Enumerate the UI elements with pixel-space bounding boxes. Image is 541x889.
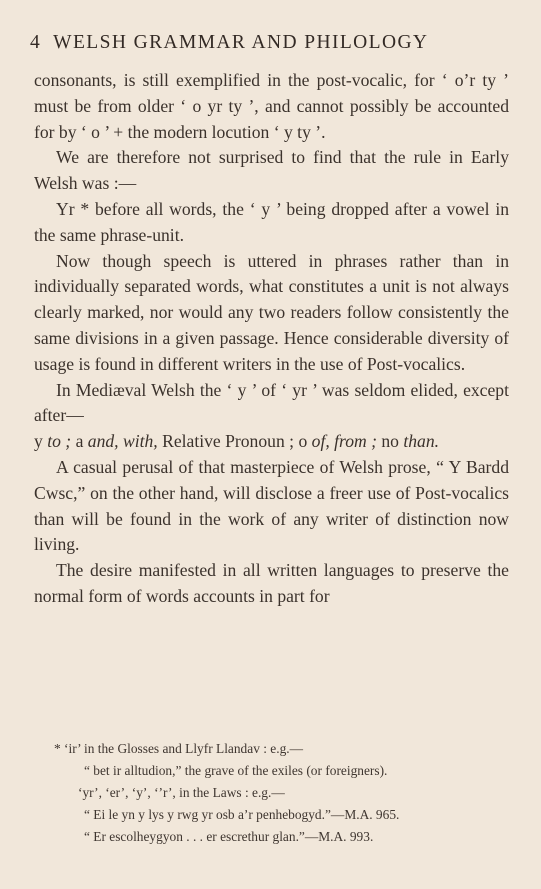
running-title: WELSH GRAMMAR AND PHILOLOGY	[53, 32, 429, 53]
footnote-2: “ bet ir alltudion,” the grave of the exiles (or foreigners).	[84, 763, 388, 778]
footnote-5: “ Er escolheygyon . . . er escrethur glan.”—M.A. 993.	[84, 829, 374, 844]
elision-relative: Relative Pronoun ;	[162, 431, 295, 452]
footnote-4: “ Ei le yn y lys y rwg yr osb a’r penhebogyd.”—M.A. 965.	[84, 807, 400, 822]
paragraph-6: A casual perusal of that masterpiece of Welsh prose, “ Y Bardd Cwsc,” on the other hand, will disclose a freer use of Post-vocalics than will be found in the work of any writer of distinction now living.	[34, 456, 509, 555]
elision-and-with: and, with,	[87, 431, 158, 452]
elision-than: than.	[403, 431, 440, 452]
paragraph-1: consonants, is still exemplified in the post-vocalic, for ‘ o’r ty ’ must be from older ‘ o yr ty ’, and cannot possibly be accounted for by ‘ o ’ + the modern locution ‘ y ty ’.	[34, 70, 509, 142]
elision-y: y	[34, 431, 43, 452]
elision-list	[34, 429, 509, 455]
elision-o: o	[298, 431, 308, 452]
paragraph-3: Yr * before all words, the ‘ y ’ being dropped after a vowel in the same phrase-unit.	[34, 198, 509, 245]
paragraph-5: In Mediæval Welsh the ‘ y ’ of ‘ yr ’ was seldom elided, except after—	[34, 379, 509, 426]
footnote-3: ‘yr’, ‘er’, ‘y’, ‘’r’, in the Laws : e.g.—	[78, 785, 285, 800]
running-header	[30, 32, 428, 54]
elision-a: a	[75, 431, 84, 452]
paragraph-2: We are therefore not surprised to find that the rule in Early Welsh was :—	[34, 147, 509, 194]
paragraph-7: The desire manifested in all written languages to preserve the normal form of words accounts in part for	[34, 560, 509, 606]
page-number: 4	[30, 32, 42, 53]
elision-of-from: of, from ;	[311, 431, 377, 452]
paragraph-4: Now though speech is uttered in phrases rather than in individually separated words, what constitutes a unit is not always clearly marked, nor would any two readers follow consistently the same divisions in a given passage. Hence considerable diversity of usage is found in different writers in the use of Post-vocalics.	[34, 250, 509, 374]
footnotes	[34, 738, 514, 848]
elision-to: to ;	[47, 431, 72, 452]
elision-no: no	[381, 431, 399, 452]
footnote-1: * ‘ir’ in the Glosses and Llyfr Llandav : e.g.—	[54, 741, 304, 756]
body-text	[34, 68, 509, 610]
